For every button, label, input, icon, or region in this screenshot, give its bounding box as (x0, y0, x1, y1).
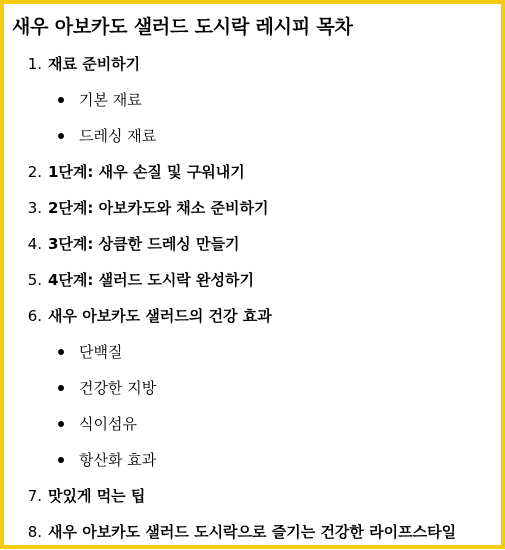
toc-subitem-label[interactable]: 식이섬유 (79, 415, 137, 433)
toc-item-label[interactable]: 재료 준비하기 (48, 55, 141, 73)
sub-list (12, 82, 491, 154)
toc-item-3[interactable] (12, 190, 491, 226)
bullet-icon (58, 421, 64, 427)
toc-item-2[interactable] (12, 154, 491, 190)
toc-item-1[interactable] (12, 46, 491, 82)
toc-item-4[interactable] (12, 226, 491, 262)
toc-item-number: 5. (27, 271, 42, 289)
toc-item-number: 2. (27, 163, 42, 181)
toc-subitem-fiber[interactable] (12, 406, 491, 442)
toc-subitem-basic-ingredients[interactable] (12, 82, 491, 118)
toc-item-label[interactable]: 3단계: 상큼한 드레싱 만들기 (48, 235, 240, 253)
toc-item-label[interactable]: 1단계: 새우 손질 및 구워내기 (48, 163, 245, 181)
toc-item-label[interactable]: 맛있게 먹는 팁 (48, 487, 146, 505)
bullet-icon (58, 385, 64, 391)
sub-list (12, 334, 491, 478)
toc-title: 새우 아보카도 샐러드 도시락 레시피 목차 (12, 16, 353, 38)
toc-subitem-healthy-fat[interactable] (12, 370, 491, 406)
toc-item-number: 1. (27, 55, 42, 73)
toc-subitem-label[interactable]: 건강한 지방 (79, 379, 157, 397)
toc-item-label[interactable]: 새우 아보카도 샐러드 도시락으로 즐기는 건강한 라이프스타일 (48, 523, 457, 541)
toc-sublist-6 (12, 334, 491, 478)
bullet-icon (58, 349, 64, 355)
bullet-icon (58, 133, 64, 139)
toc-sublist-1 (12, 82, 491, 154)
toc-item-number: 4. (27, 235, 42, 253)
bullet-icon (58, 97, 64, 103)
toc-subitem-protein[interactable] (12, 334, 491, 370)
toc-item-7[interactable] (12, 478, 491, 514)
toc-subitem-dressing-ingredients[interactable] (12, 118, 491, 154)
toc-item-6[interactable] (12, 298, 491, 334)
toc-item-number: 6. (27, 307, 42, 325)
toc-subitem-label[interactable]: 항산화 효과 (79, 451, 157, 469)
toc-item-8[interactable] (12, 514, 491, 550)
toc-item-label[interactable]: 새우 아보카도 샐러드의 건강 효과 (48, 307, 272, 325)
toc-item-label[interactable]: 2단계: 아보카도와 채소 준비하기 (48, 199, 269, 217)
toc-item-label[interactable]: 4단계: 샐러드 도시락 완성하기 (48, 271, 254, 289)
toc-item-number: 8. (27, 523, 42, 541)
bullet-icon (58, 457, 64, 463)
toc-item-number: 3. (27, 199, 42, 217)
toc-subitem-label[interactable]: 단백질 (79, 343, 123, 361)
toc-subitem-antioxidant[interactable] (12, 442, 491, 478)
toc-subitem-label[interactable]: 기본 재료 (79, 91, 142, 109)
toc-item-number: 7. (27, 487, 42, 505)
toc-subitem-label[interactable]: 드레싱 재료 (79, 127, 157, 145)
toc-item-5[interactable] (12, 262, 491, 298)
toc-list (12, 46, 491, 550)
